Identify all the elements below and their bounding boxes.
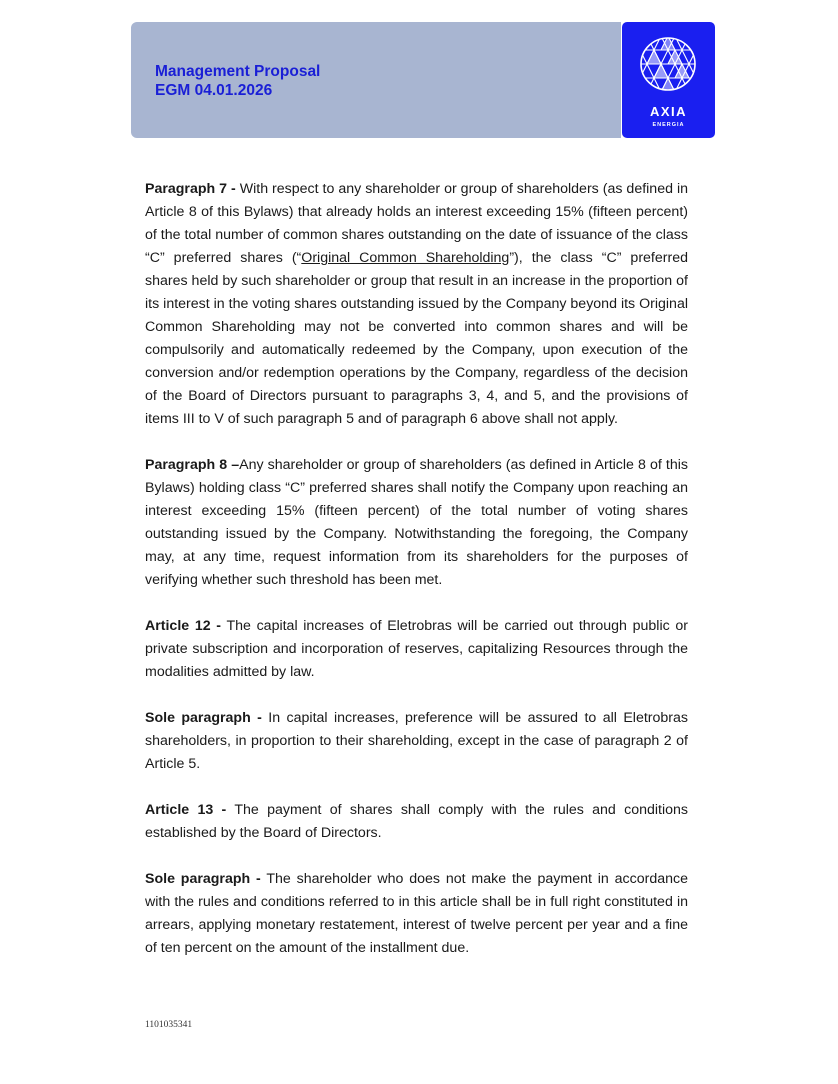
- paragraph-heading: Sole paragraph -: [145, 710, 262, 726]
- paragraph-text: The capital increases of Eletrobras will be carried out through public or private subscription and incorporation of reserves, capitalizing Resources through the modalities admitted by law.: [145, 618, 688, 680]
- paragraph-heading: Paragraph 7 -: [145, 181, 236, 197]
- paragraph-heading: Article 12 -: [145, 618, 222, 634]
- paragraph-heading: Article 13 -: [145, 802, 227, 818]
- document-title: [155, 62, 320, 100]
- article-12-sole-paragraph: [145, 707, 688, 776]
- paragraph-text: ”), the class “C” preferred shares held by such shareholder or group that result in an increase in the proportion of its interest in the voting shares outstanding issued by the Company beyond its Original Common Shareholding may not be converted into common shares and will be compulsorily and automatically redeemed by the Company, upon execution of the conversion and/or redemption operations by the Company, regardless of the decision of the Board of Directors pursuant to paragraphs 3, 4, and 5, and the provisions of items III to V of such paragraph 5 and of paragraph 6 above shall not apply.: [145, 250, 688, 427]
- article-13-sole-paragraph: [145, 868, 688, 960]
- paragraph-text: The shareholder who does not make the payment in accordance with the rules and conditions referred to in this article shall be in full right constituted in arrears, applying monetary restatement, interest of twelve percent per year and a fine of ten percent on the amount of the installment due.: [145, 871, 688, 956]
- paragraph-text: In capital increases, preference will be assured to all Eletrobras shareholders, in proportion to their shareholding, except in the case of paragraph 2 of Article 5.: [145, 710, 688, 772]
- paragraph-text: With respect to any shareholder or group of shareholders (as defined in Article 8 of this Bylaws) that already holds an interest exceeding 15% (fifteen percent) of the total number of common shares outstanding on the date of issuance of the class “C” preferred shares (“: [145, 181, 688, 266]
- paragraph-text: Any shareholder or group of shareholders (as defined in Article 8 of this Bylaws) holding class “C” preferred shares shall notify the Company upon reaching an interest exceeding 15% (fifteen percent) of the total number of voting shares outstanding issued by the Company. Notwithstanding the foregoing, the Company may, at any time, request information from its shareholders for the purposes of verifying whether such threshold has been met.: [145, 457, 688, 588]
- logo-wordmark: AXIA: [649, 104, 688, 119]
- globe-icon: [639, 36, 697, 92]
- paragraph-heading: Sole paragraph -: [145, 871, 261, 887]
- article-12: [145, 615, 688, 684]
- defined-term: Original Common Shareholding: [301, 250, 510, 266]
- paragraph-7: [145, 178, 688, 431]
- article-13: [145, 799, 688, 845]
- paragraph-heading: Paragraph 8 –: [145, 457, 240, 473]
- document-body: [145, 178, 688, 983]
- title-line-proposal: Management Proposal: [155, 63, 321, 80]
- paragraph-text: The payment of shares shall comply with the rules and conditions established by the Board of Directors.: [145, 802, 689, 841]
- title-line-meeting-date: EGM 04.01.2026: [155, 82, 273, 99]
- company-logo: [622, 22, 715, 138]
- document-code: 1101035341: [145, 1020, 193, 1030]
- paragraph-8: [145, 454, 688, 592]
- logo-subtitle: ENERGIA: [652, 122, 685, 128]
